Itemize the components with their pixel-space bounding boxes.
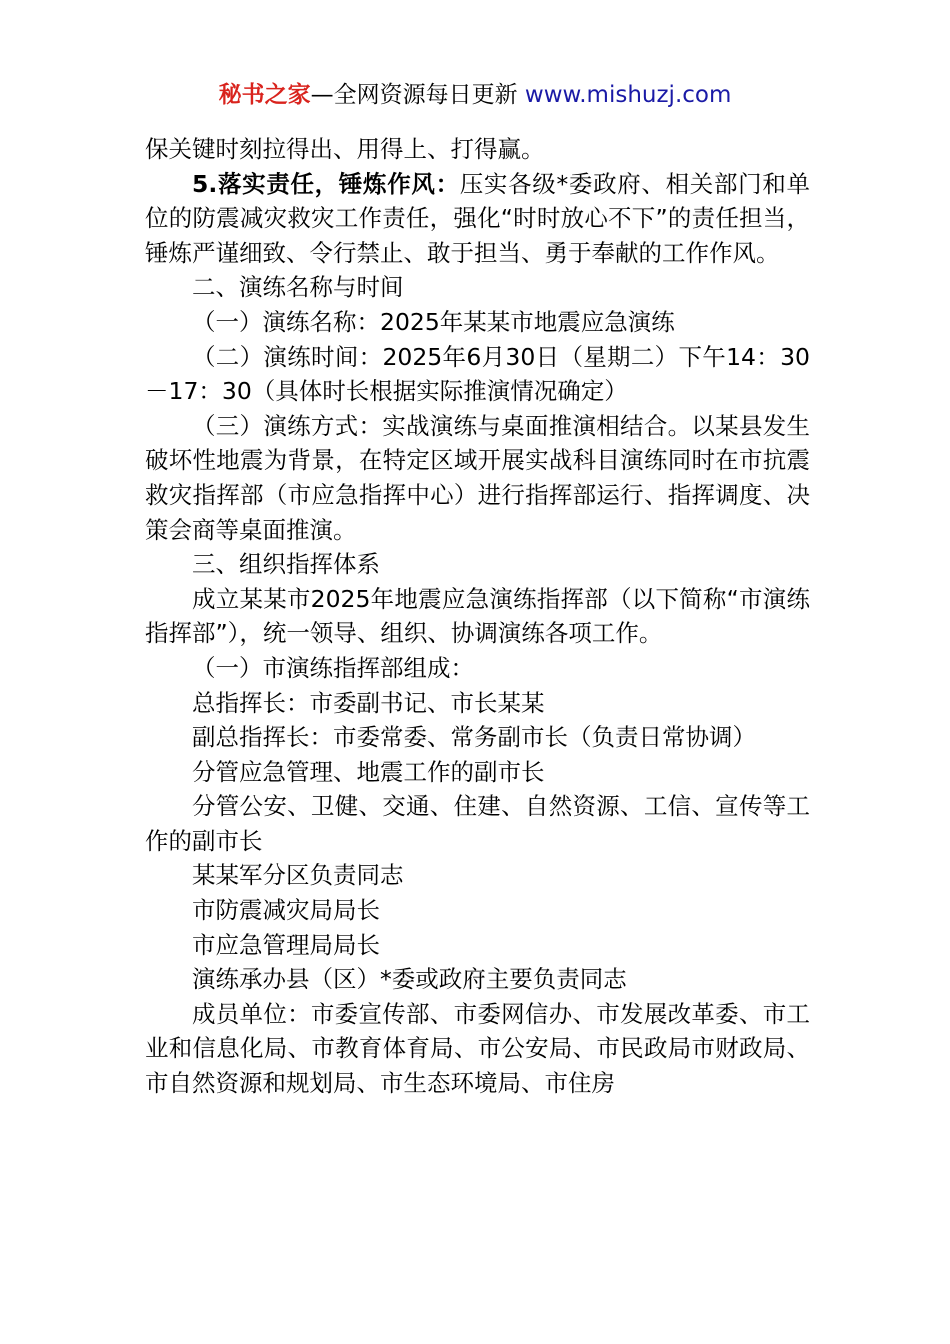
site-brand: 秘书之家 <box>218 82 311 108</box>
site-tagline: —全网资源每日更新 <box>310 82 518 108</box>
list-item-host-county: 演练承办县（区）*委或政府主要负责同志 <box>192 965 627 994</box>
paragraph-drill-name: （一）演练名称：2025年某某市地震应急演练 <box>192 307 675 336</box>
paragraph-drill-time: （二）演练时间：2025年6月30日（星期二）下午14：30－17：30（具体时长根据实际推演情况确定） <box>145 342 810 406</box>
list-item-earthquake-bureau: 市防震减灾局局长 <box>192 896 380 925</box>
list-item-commander: 总指挥长：市委副书记、市长某某 <box>192 688 545 717</box>
list-item-deputy-commander: 副总指挥长：市委常委、常务副市长（负责日常协调） <box>192 723 756 752</box>
list-item-emergency-vice-mayor: 分管应急管理、地震工作的副市长 <box>192 757 545 786</box>
paragraph-command-composition: （一）市演练指挥部组成： <box>192 653 474 682</box>
paragraph-implement-responsibility <box>145 167 810 271</box>
site-url: www.mishuzj.com <box>524 82 732 108</box>
paragraph-drill-method: （三）演练方式：实战演练与桌面推演相结合。以某县发生破坏性地震为背景，在特定区域开展实战科目演练同时在市抗震救灾指挥部（市应急指挥中心）进行指挥部运行、指挥调度、决策会商等桌面推演。 <box>145 411 810 544</box>
section-heading-name-time: 二、演练名称与时间 <box>192 273 404 302</box>
page-header <box>0 80 950 110</box>
list-item-emergency-bureau: 市应急管理局局长 <box>192 930 380 959</box>
paragraph-lead-heading: 5.落实责任，锤炼作风： <box>192 169 460 198</box>
paragraph-continuation: 保关键时刻拉得出、用得上、打得赢。 <box>145 135 545 163</box>
list-item-military-district: 某某军分区负责同志 <box>192 861 404 890</box>
list-item-public-security-vice-mayor: 分管公安、卫健、交通、住建、自然资源、工信、宣传等工作的副市长 <box>145 792 810 855</box>
paragraph-body: 压实各级*委政府、相关部门和单位的防震减灾救灾工作责任，强化“时时放心不下”的责任担当，锤炼严谨细致、令行禁止、敢于担当、勇于奉献的工作作风。 <box>145 169 811 267</box>
document-body <box>145 132 810 1101</box>
section-heading-command-system: 三、组织指挥体系 <box>192 550 380 579</box>
paragraph-member-units: 成员单位：市委宣传部、市委网信办、市发展改革委、市工业和信息化局、市教育体育局、市公安局、市民政局市财政局、市自然资源和规划局、市生态环境局、市住房 <box>145 999 810 1098</box>
paragraph-establish-command: 成立某某市2025年地震应急演练指挥部（以下简称“市演练指挥部”），统一领导、组织、协调演练各项工作。 <box>145 584 810 648</box>
